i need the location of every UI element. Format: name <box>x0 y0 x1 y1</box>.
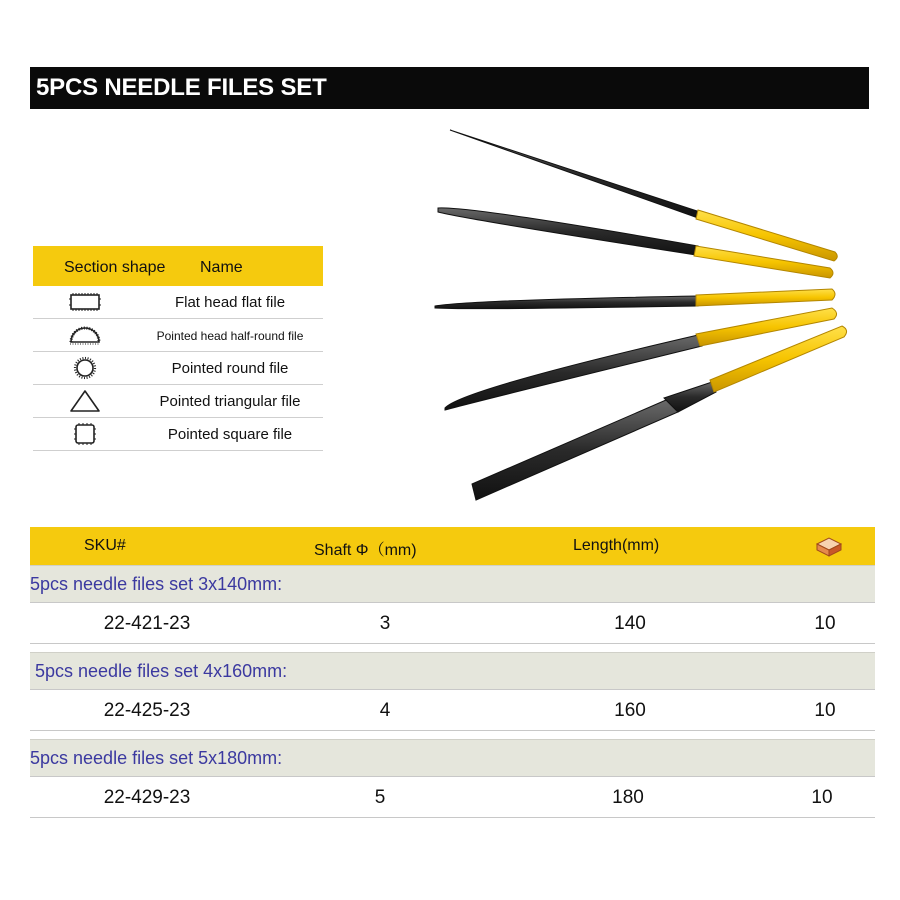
cell-shaft: 5 <box>374 787 386 808</box>
product-group-title: 5pcs needle files set 4x160mm: <box>30 652 875 689</box>
header-length: Length(mm) <box>573 537 660 554</box>
shape-row <box>33 385 323 418</box>
cell-qty: 10 <box>811 787 833 808</box>
header-shaft: Shaft Φ（mm) <box>314 542 417 559</box>
section-shape-table <box>33 246 323 451</box>
round-section-icon <box>67 356 103 380</box>
cell-qty: 10 <box>814 613 836 634</box>
sku-table <box>30 527 875 818</box>
shape-name: Pointed triangular file <box>159 393 301 410</box>
header-name: Name <box>200 259 243 276</box>
shape-name: Flat head flat file <box>174 294 286 311</box>
cell-sku: 22-421-23 <box>103 613 191 634</box>
flat-section-icon <box>67 290 103 314</box>
page-title: 5PCS NEEDLE FILES SET <box>36 74 327 101</box>
half-round-section-icon <box>67 323 103 347</box>
needle-files-illustration <box>430 120 860 510</box>
table-row <box>30 602 875 644</box>
box-icon <box>814 535 844 557</box>
sku-table-header <box>30 527 875 565</box>
shape-row <box>33 319 323 352</box>
shape-row <box>33 286 323 319</box>
shape-row <box>33 418 323 451</box>
cell-shaft: 4 <box>379 700 391 721</box>
shape-name: Pointed round file <box>171 360 289 377</box>
shape-name: Pointed head half-round file <box>156 329 304 343</box>
cell-sku: 22-429-23 <box>103 787 191 808</box>
shape-name: Pointed square file <box>167 426 293 443</box>
shape-row <box>33 352 323 385</box>
cell-length: 160 <box>614 700 646 721</box>
table-row <box>30 689 875 731</box>
table-row <box>30 776 875 818</box>
triangular-section-icon <box>67 389 103 413</box>
needle-file-3 <box>435 289 835 309</box>
header-sku: SKU# <box>84 537 126 554</box>
product-group-title: 5pcs needle files set 5x180mm: <box>30 739 875 776</box>
cell-length: 140 <box>614 613 646 634</box>
square-section-icon <box>67 422 103 446</box>
product-group-title: 5pcs needle files set 3x140mm: <box>30 565 875 602</box>
header-section-shape: Section shape <box>64 259 166 276</box>
cell-qty: 10 <box>814 700 836 721</box>
cell-sku: 22-425-23 <box>103 700 191 721</box>
cell-length: 180 <box>612 787 644 808</box>
cell-shaft: 3 <box>379 613 391 634</box>
title-bar <box>30 67 869 109</box>
shape-table-header <box>33 246 323 286</box>
